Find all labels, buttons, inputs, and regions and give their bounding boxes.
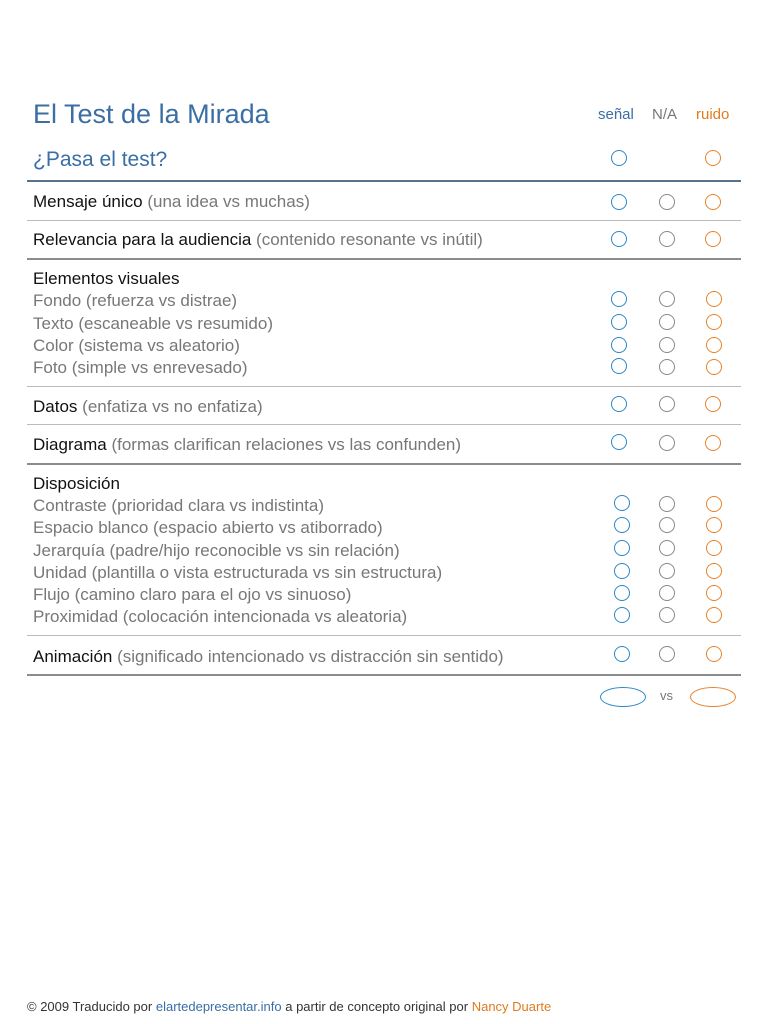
texto-noise-radio[interactable] xyxy=(706,314,722,330)
animacion-na-radio[interactable] xyxy=(659,646,675,662)
column-header-na: N/A xyxy=(652,106,678,123)
datos-na-radio[interactable] xyxy=(659,396,675,412)
visuales-item: Texto (escaneable vs resumido) xyxy=(33,314,274,333)
datos-signal-radio[interactable] xyxy=(611,396,627,412)
flujo-na-radio[interactable] xyxy=(659,585,675,601)
fondo-signal-radio[interactable] xyxy=(611,291,627,307)
visuales-item: Fondo (refuerza vs distrae) xyxy=(33,291,238,310)
contraste-signal-radio[interactable] xyxy=(614,495,630,511)
animacion-signal-radio[interactable] xyxy=(614,646,630,662)
disposicion-item: Jerarquía (padre/hijo reconocible vs sin relación) xyxy=(33,541,400,560)
footer-site-link[interactable]: elartedepresentar.info xyxy=(155,999,282,1014)
diagrama-noise-radio[interactable] xyxy=(705,435,721,451)
section-visuales-label: Elementos visuales xyxy=(33,269,180,288)
disposicion-item: Flujo (camino claro para el ojo vs sinuoso) xyxy=(33,585,352,604)
texto-signal-radio[interactable] xyxy=(611,314,627,330)
footer-middle: a partir de concepto original por xyxy=(285,999,469,1014)
page-title: El Test de la Mirada xyxy=(33,99,270,129)
relevancia-noise-radio[interactable] xyxy=(705,231,721,247)
disposicion-item: Espacio blanco (espacio abierto vs atiborrado) xyxy=(33,518,383,537)
row-relevancia-detail: (contenido resonante vs inútil) xyxy=(256,230,483,249)
proximidad-noise-radio[interactable] xyxy=(706,607,722,623)
legend-vs-text: vs xyxy=(660,688,673,703)
visuales-item: Color (sistema vs aleatorio) xyxy=(33,336,240,355)
row-diagrama xyxy=(33,435,461,455)
row-divider xyxy=(27,386,741,387)
visuales-item: Foto (simple vs enrevesado) xyxy=(33,358,248,377)
row-relevancia xyxy=(33,230,483,250)
pass-signal-radio[interactable] xyxy=(611,150,627,166)
datos-noise-radio[interactable] xyxy=(705,396,721,412)
footer-credits xyxy=(27,999,551,1014)
row-animacion-label: Animación xyxy=(33,647,113,666)
question-heading: ¿Pasa el test? xyxy=(33,148,168,171)
row-diagrama-label: Diagrama xyxy=(33,435,107,454)
diagrama-signal-radio[interactable] xyxy=(611,434,627,450)
disposicion-item: Proximidad (colocación intencionada vs aleatoria) xyxy=(33,607,408,626)
mensaje-na-radio[interactable] xyxy=(659,194,675,210)
column-header-noise: ruido xyxy=(696,106,730,123)
mensaje-noise-radio[interactable] xyxy=(705,194,721,210)
fondo-na-radio[interactable] xyxy=(659,291,675,307)
texto-na-radio[interactable] xyxy=(659,314,675,330)
fondo-noise-radio[interactable] xyxy=(706,291,722,307)
jerarquia-noise-radio[interactable] xyxy=(706,540,722,556)
section-disposicion-label: Disposición xyxy=(33,474,120,493)
pass-noise-radio[interactable] xyxy=(705,150,721,166)
footer-prefix: © 2009 Traducido por xyxy=(27,999,153,1014)
animacion-noise-radio[interactable] xyxy=(706,646,722,662)
column-header-signal: señal xyxy=(598,106,634,123)
mensaje-signal-radio[interactable] xyxy=(611,194,627,210)
row-datos xyxy=(33,397,263,417)
foto-signal-radio[interactable] xyxy=(611,358,627,374)
color-noise-radio[interactable] xyxy=(706,337,722,353)
table-bottom-divider xyxy=(27,674,741,676)
row-divider xyxy=(27,635,741,636)
foto-noise-radio[interactable] xyxy=(706,359,722,375)
disposicion-item: Unidad (plantilla o vista estructurada vs sin estructura) xyxy=(33,563,443,582)
jerarquia-na-radio[interactable] xyxy=(659,540,675,556)
relevancia-na-radio[interactable] xyxy=(659,231,675,247)
espacio-na-radio[interactable] xyxy=(659,517,675,533)
row-datos-label: Datos xyxy=(33,397,78,416)
signal-legend-oval xyxy=(600,687,646,707)
relevancia-signal-radio[interactable] xyxy=(611,231,627,247)
row-mensaje xyxy=(33,192,310,212)
row-diagrama-detail: (formas clarifican relaciones vs las confunden) xyxy=(111,435,462,454)
row-mensaje-label: Mensaje único xyxy=(33,192,143,211)
row-mensaje-detail: (una idea vs muchas) xyxy=(147,192,310,211)
header-divider xyxy=(27,180,741,182)
color-na-radio[interactable] xyxy=(659,337,675,353)
row-animacion xyxy=(33,647,504,667)
espacio-noise-radio[interactable] xyxy=(706,517,722,533)
section-divider xyxy=(27,258,741,260)
noise-legend-oval xyxy=(690,687,736,707)
proximidad-na-radio[interactable] xyxy=(659,607,675,623)
section-divider xyxy=(27,463,741,465)
row-datos-detail: (enfatiza vs no enfatiza) xyxy=(82,397,263,416)
unidad-signal-radio[interactable] xyxy=(614,563,630,579)
espacio-signal-radio[interactable] xyxy=(614,517,630,533)
row-divider xyxy=(27,220,741,221)
row-divider xyxy=(27,424,741,425)
disposicion-item: Contraste (prioridad clara vs indistinta) xyxy=(33,496,325,515)
unidad-noise-radio[interactable] xyxy=(706,563,722,579)
row-animacion-detail: (significado intencionado vs distracción sin sentido) xyxy=(117,647,504,666)
foto-na-radio[interactable] xyxy=(659,359,675,375)
color-signal-radio[interactable] xyxy=(611,337,627,353)
diagrama-na-radio[interactable] xyxy=(659,435,675,451)
flujo-noise-radio[interactable] xyxy=(706,585,722,601)
footer-author-link[interactable]: Nancy Duarte xyxy=(471,999,552,1014)
flujo-signal-radio[interactable] xyxy=(614,585,630,601)
row-relevancia-label: Relevancia para la audiencia xyxy=(33,230,252,249)
unidad-na-radio[interactable] xyxy=(659,563,675,579)
jerarquia-signal-radio[interactable] xyxy=(614,540,630,556)
contraste-noise-radio[interactable] xyxy=(706,496,722,512)
proximidad-signal-radio[interactable] xyxy=(614,607,630,623)
contraste-na-radio[interactable] xyxy=(659,496,675,512)
